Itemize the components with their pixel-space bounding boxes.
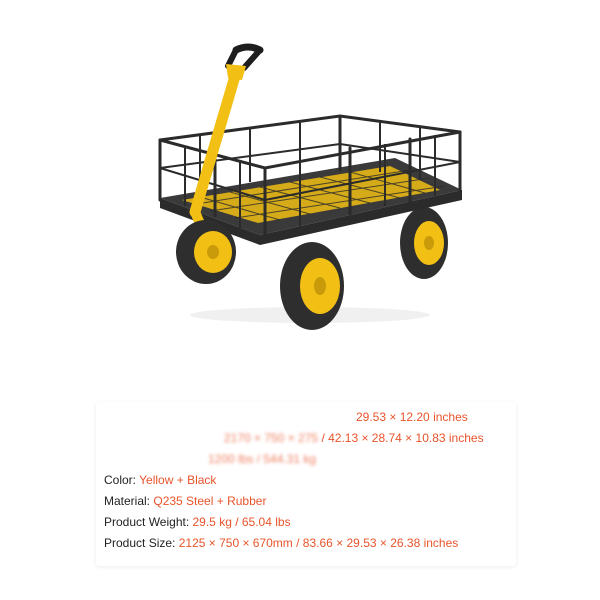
spec-partial-value: / 42.13 × 28.74 × 10.83 inches bbox=[321, 431, 484, 445]
spec-color bbox=[104, 473, 216, 487]
product-image bbox=[140, 40, 480, 340]
specs-card bbox=[96, 402, 516, 566]
spec-label: Color: bbox=[104, 473, 137, 487]
spec-partial-value-obscured: 1200 lbs / 544.31 kg bbox=[208, 452, 317, 466]
spec-partial-line-2 bbox=[224, 431, 484, 445]
spec-value: Q235 Steel + Rubber bbox=[153, 494, 267, 508]
spec-partial-value: 29.53 × 12.20 inches bbox=[356, 410, 468, 424]
spec-value: 29.5 kg / 65.04 lbs bbox=[192, 515, 291, 529]
spec-material bbox=[104, 494, 266, 508]
spec-weight bbox=[104, 515, 291, 529]
spec-label: Product Size: bbox=[104, 536, 176, 550]
spec-partial-line-1 bbox=[356, 410, 468, 424]
spec-value: 2125 × 750 × 670mm / 83.66 × 29.53 × 26.38 inches bbox=[178, 536, 459, 550]
spec-label: Material: bbox=[104, 494, 151, 508]
rear-right-wheel bbox=[400, 207, 448, 279]
spec-size bbox=[104, 536, 458, 550]
utility-wagon-icon bbox=[140, 40, 480, 340]
front-right-wheel bbox=[280, 242, 344, 330]
spec-value: Yellow + Black bbox=[139, 473, 217, 487]
front-left-wheel bbox=[176, 220, 236, 284]
spec-partial-line-3 bbox=[208, 452, 316, 466]
spec-partial-value-obscured: 2170 × 750 × 275 bbox=[224, 431, 319, 445]
spec-label: Product Weight: bbox=[104, 515, 190, 529]
